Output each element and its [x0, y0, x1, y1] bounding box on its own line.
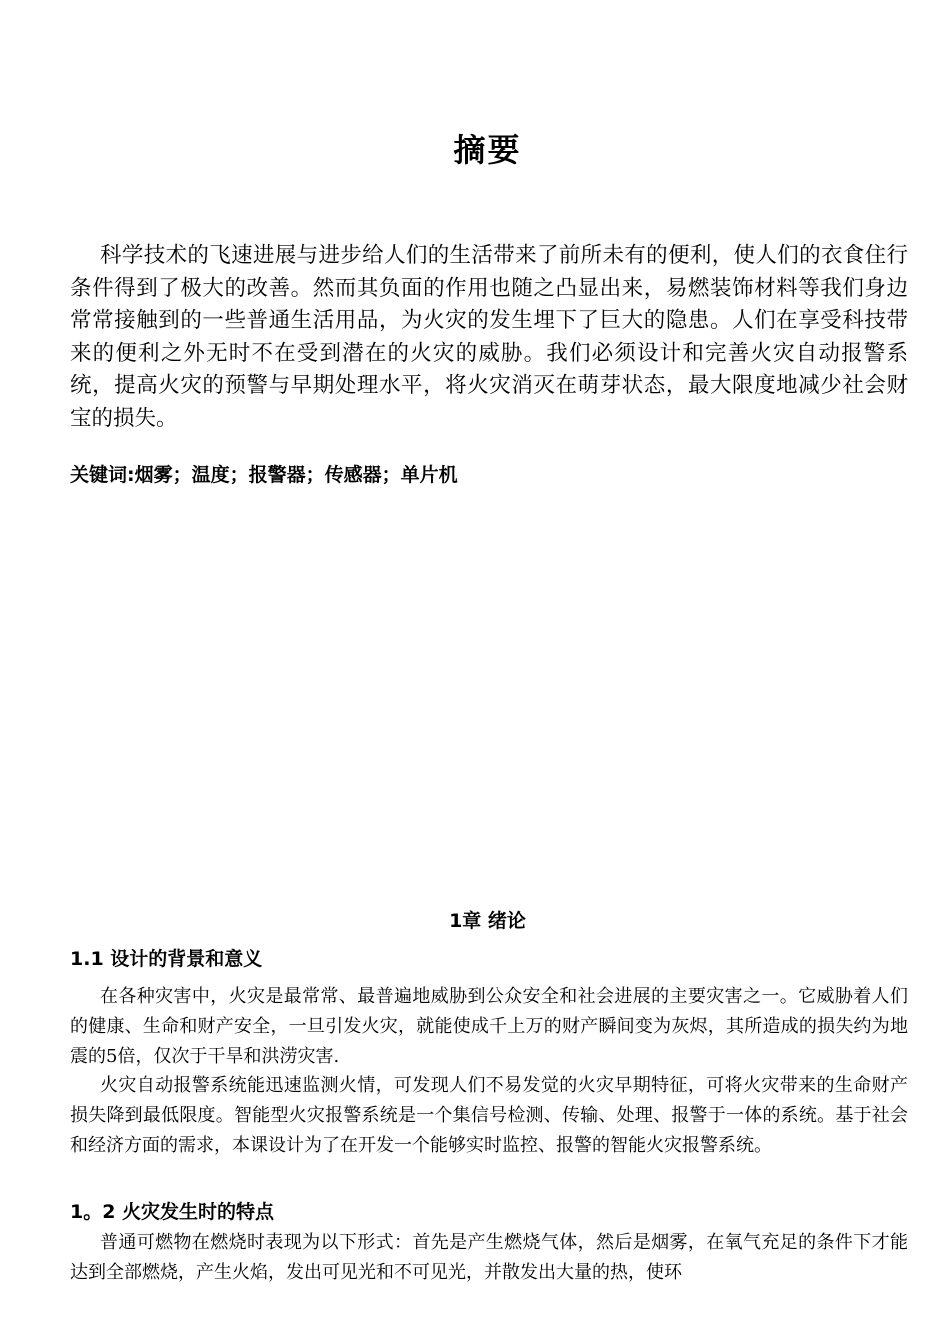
section-heading-1-1: 1.1 设计的背景和意义 [70, 948, 263, 970]
abstract-body: 科学技术的飞速进展与进步给人们的生活带来了前所未有的便利，使人们的衣食住行条件得到了极大的改善。然而其负面的作用也随之凸显出来，易燃装饰材料等我们身边常常接触到的一些普通生活用品，为火灾的发生埋下了巨大的隐患。人们在享受科技带来的便利之外无时不在受到潜在的火灾的威胁。我们必须设计和完善火灾自动报警系统，提高火灾的预警与早期处理水平，将火灾消灭在萌芽状态，最大限度地减少社会财宝的损失。 [70, 243, 908, 431]
section-heading-1-2: 1。2 火灾发生时的特点 [70, 1201, 275, 1223]
chapter-title: 1章 绪论 [449, 910, 526, 932]
section-1-1-paragraph-1: 在各种灾害中，火灾是最常常、最普遍地威胁到公众安全和社会进展的主要灾害之一。它威胁着人们的健康、生命和财产安全，一旦引发火灾，就能使成千上万的财产瞬间变为灰烬，其所造成的损失约为地震的5倍，仅次于干旱和洪涝灾害. [70, 986, 908, 1067]
keywords-line: 关键词:烟雾；温度；报警器；传感器；单片机 [70, 464, 458, 486]
section-1-1-paragraph-2: 火灾自动报警系统能迅速监测火情，可发现人们不易发觉的火灾早期特征，可将火灾带来的生命财产损失降到最低限度。智能型火灾报警系统是一个集信号检测、传输、处理、报警于一体的系统。基于社会和经济方面的需求，本课设计为了在开发一个能够实时监控、报警的智能火灾报警系统。 [70, 1075, 908, 1156]
section-1-2-paragraph-1: 普通可燃物在燃烧时表现为以下形式：首先是产生燃烧气体，然后是烟雾，在氧气充足的条件下才能达到全部燃烧，产生火焰，发出可见光和不可见光，并散发出大量的热，使环 [70, 1232, 908, 1283]
abstract-title: 摘要 [453, 131, 522, 169]
